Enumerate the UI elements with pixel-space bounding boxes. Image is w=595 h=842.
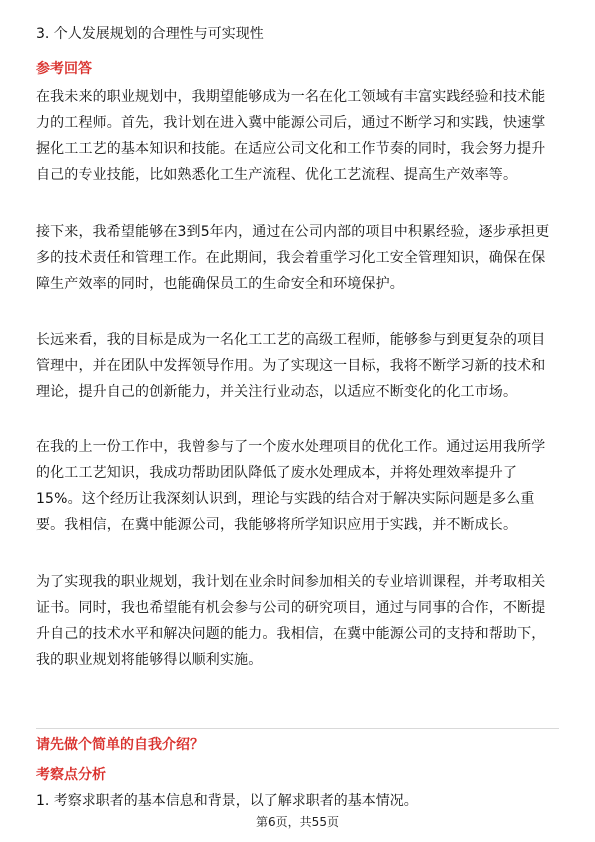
paragraph-line: 在我的上一份工作中，我曾参与了一个废水处理项目的优化工作。通过运用我所学 — [36, 439, 546, 455]
paragraph-line: 管理中，并在团队中发挥领导作用。为了实现这一目标，我将不断学习新的技术和 — [36, 358, 546, 374]
answer-paragraph-5 — [36, 569, 561, 673]
paragraph-line: 证书。同时，我也希望能有机会参与公司的研究项目，通过与同事的合作，不断提 — [36, 600, 546, 616]
paragraph-line: 接下来，我希望能够在3到5年内，通过在公司内部的项目中积累经验，逐步承担更 — [36, 224, 550, 240]
question-title: 3. 个人发展规划的合理性与可实现性 — [36, 26, 264, 42]
paragraph-line: 为了实现我的职业规划，我计划在业余时间参加相关的专业培训课程，并考取相关 — [36, 574, 546, 590]
paragraph-line: 在我未来的职业规划中，我期望能够成为一名在化工领域有丰富实践经验和技术能 — [36, 89, 546, 105]
answer-paragraph-2 — [36, 219, 561, 297]
answer-paragraph-1 — [36, 84, 561, 188]
paragraph-line: 的化工工艺知识，我成功帮助团队降低了废水处理成本，并将处理效率提升了 — [36, 465, 518, 481]
analysis-item: 1. 考察求职者的基本信息和背景，以了解求职者的基本情况。 — [36, 793, 418, 809]
paragraph-line: 我的职业规划将能够得以顺利实施。 — [36, 652, 263, 668]
next-question-title: 请先做个简单的自我介绍？ — [36, 737, 204, 753]
paragraph-line: 握化工工艺的基本知识和技能。在适应公司文化和工作节奏的同时，我会努力提升 — [36, 141, 546, 157]
paragraph-line: 长远来看，我的目标是成为一名化工工艺的高级工程师，能够参与到更复杂的项目 — [36, 332, 546, 348]
paragraph-line: 自己的专业技能，比如熟悉化工生产流程、优化工艺流程、提高生产效率等。 — [36, 167, 518, 183]
answer-paragraph-4 — [36, 434, 561, 538]
analysis-heading: 考察点分析 — [36, 767, 106, 783]
page-footer: 第6页，共55页 — [256, 815, 339, 829]
reference-answer-heading: 参考回答 — [36, 61, 92, 77]
paragraph-line: 力的工程师。首先，我计划在进入冀中能源公司后，通过不断学习和实践，快速掌 — [36, 115, 546, 131]
paragraph-line: 理论，提升自己的创新能力，并关注行业动态，以适应不断变化的化工市场。 — [36, 384, 518, 400]
answer-paragraph-3 — [36, 327, 561, 405]
paragraph-line: 多的技术责任和管理工作。在此期间，我会着重学习化工安全管理知识，确保在保 — [36, 250, 546, 266]
section-divider — [36, 728, 559, 729]
paragraph-line: 障生产效率的同时，也能确保员工的生命安全和环境保护。 — [36, 276, 404, 292]
paragraph-line: 15%。这个经历让我深刻认识到，理论与实践的结合对于解决实际问题是多么重 — [36, 491, 535, 507]
paragraph-line: 要。我相信，在冀中能源公司，我能够将所学知识应用于实践，并不断成长。 — [36, 517, 518, 533]
paragraph-line: 升自己的技术水平和解决问题的能力。我相信，在冀中能源公司的支持和帮助下， — [36, 626, 546, 642]
